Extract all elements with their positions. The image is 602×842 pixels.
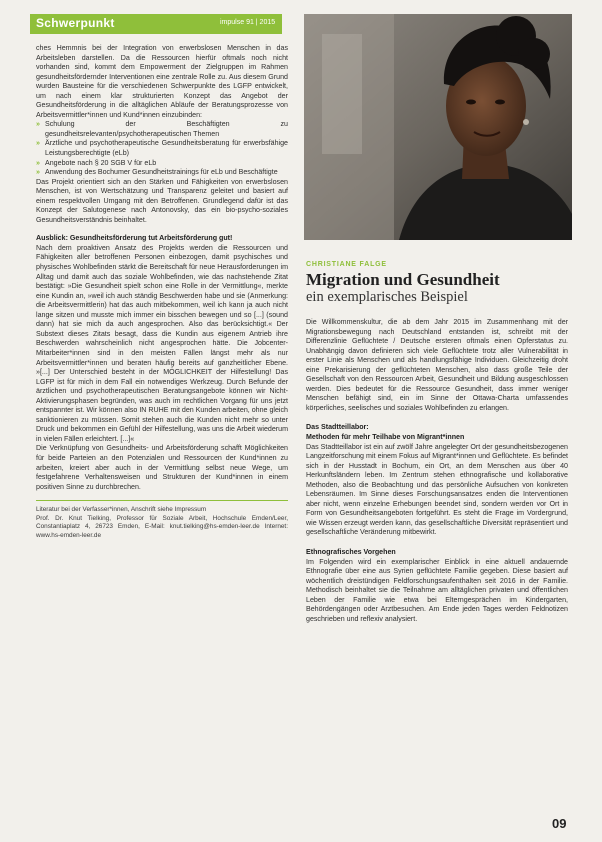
article-title: Migration und Gesundheit bbox=[306, 270, 500, 289]
left-paragraph-4: Die Verknüpfung von Gesundheits- und Arbeitsförderung schafft Möglichkeiten für beide Parteien an den Potenzialen und Ressourcen der Kund*innen zu arbeiten, kreiert aber auch in der Vermittlung selbst neue Wege, um festgefahrene Verhaltensweisen und Strukturen der Kund*innen in einem positiven Sinne zu durchbrechen. bbox=[36, 444, 288, 491]
literature-note: Literatur bei der Verfasser*innen, Anschrift siehe Impressum bbox=[36, 506, 207, 514]
bullet-item: » Schulung der Beschäftigten zu gesundheitsrelevanten/psychotherapeutischen Themen bbox=[36, 120, 288, 139]
bullet-item: » Angebote nach § 20 SGB V für eLb bbox=[36, 159, 288, 169]
right-column bbox=[306, 318, 568, 624]
issue-label: impulse 91 | 2015 bbox=[220, 19, 276, 26]
article-subheading-2: Ethnografisches Vorgehen bbox=[306, 548, 396, 557]
page-number: 09 bbox=[552, 816, 567, 831]
author-kicker: CHRISTIANE FALGE bbox=[306, 261, 387, 268]
article-subtitle: ein exemplarisches Beispiel bbox=[306, 289, 468, 305]
bullet-item: » Anwendung des Bochumer Gesundheitstrainings für eLb und Beschäftigte bbox=[36, 168, 288, 178]
left-subheading: Ausblick: Gesundheitsförderung tut Arbeitsförderung gut! bbox=[36, 234, 233, 243]
article-subheading-1: Das Stadtteillabor: bbox=[306, 423, 369, 432]
author-contact: Prof. Dr. Knut Tielking, Professor für Soziale Arbeit, Hochschule Emden/Leer, Constantiaplatz 4, 26723 Emden, E-Mail: knut.tielking@hs-emden-leer.de Internet: www.hs-emden-leer.de bbox=[36, 514, 288, 539]
left-column bbox=[36, 44, 288, 541]
section-label: Schwerpunkt bbox=[36, 16, 115, 30]
bullet-list bbox=[36, 120, 288, 177]
footer-divider bbox=[36, 500, 288, 501]
article-subheading-1b: Methoden für mehr Teilhabe von Migrant*innen bbox=[306, 433, 465, 442]
left-paragraph-2: Das Projekt orientiert sich an den Stärken und Fähigkeiten von erwerbslosen Menschen, ist von Wertschätzung und Transparenz geleitet und basiert auf einem respektvollen Umgang mit den Betroffenen. Grundlegend dafür ist das Konzept der Salutogenese nach Antonovsky, das ein bio-psycho-soziales Gesundheitsverständnis beinhaltet. bbox=[36, 177, 288, 224]
article-photo bbox=[304, 14, 572, 240]
article-paragraph-2: Das Stadtteillabor ist ein auf zwölf Jahre angelegter Ort der gesundheitsbezogenen Langzeitforschung mit einem Fokus auf Migrant*innen und Geflüchtete. Es befindet sich in der Husstadt in Bochum, ein Ort, an dem Menschen aus über 40 Herkunftsländern leben. Im Zentrum stehen ethnografische und kollaborative Methoden, also die Beobachtung und das persönliche Aufsuchen von konkreten Lebensräumen. Im Sinne dieses Forschungsansatzes enden die Interventionen aber nicht, wenn einzelne Erhebungen beendet sind, sondern werden vor Ort in Form von Gesundheitsangeboten fortgeführt. Es steht die Frage im Vordergrund, wie Wissen erzeugt werden kann, das gesellschaftliche Diversität repräsentiert und gesellschaftliche Veränderung mitbewirkt. bbox=[306, 442, 568, 537]
article-paragraph-3: Im Folgenden wird ein exemplarischer Einblick in eine aktuell andauernde Ethnografie über eine aus Syrien geflüchtete Familie gegeben. Diese basiert auf wöchentlich dreistündigen Feldforschungsaufenthalten seit 2016 in der Familie. Methodisch beinhaltet sie die Teilnahme am alltäglichen privaten und öffentlichen Leben der Familie wie etwa bei Elterngesprächen im Kindergarten, Behördengängen oder Arztbesuchen. Am Ende jeden Tages werden Feldnotizen geschrieben und reflexiv analysiert. bbox=[306, 557, 568, 623]
left-intro-paragraph: ches Hemmnis bei der Integration von erwerbslosen Menschen in das Arbeitsleben darstellen. Da die Ressourcen hierfür oftmals noch nicht vorhanden sind, kommt dem Empowerment der Zielgruppen im Rahmen gesundheitsfördernder Interventionen eine zentrale Rolle zu. Aus diesem Grund wurden Bausteine für die verschiedenen Schwerpunkte des LGFP entwickelt, um nach einem klar strukturierten Konzept das Angebot der Gesundheitsförderung in die alltäglichen Abläufe der Beratungsprozesse von Arbeitsvermittler*innen und Kund*innen einzubinden: bbox=[36, 44, 288, 119]
woman-portrait-image bbox=[304, 14, 572, 240]
left-paragraph-3: Nach dem proaktiven Ansatz des Projekts werden die Ressourcen und Fähigkeiten aller betroffenen Personen einbezogen, damit psychisches und physisches Wohlbefinden stärkt die Bereitschaft für neue Herausforderungen im Alltag und damit auch das soziale Wohlbefinden, wie das nachstehende Zitat bestätigt: »Die Gesundheit spielt schon eine Rolle in der Vermittlung«, merkte eine Kundin an, »weil ich auch ständig Beschwerden habe und sie (Anmerkung: die Arbeitsvermittlerin) hat das auch mitbekommen, weil ich kann ja auch nicht lange sitzen und musste mich immer ein bisschen bewegen und so [...] (sound dann) hat sie mich da auch angesprochen. Also das berücksichtigt.« Der Substext dieses Zitats besagt, dass die Kundin aus eigenem Antrieb ihre Beschwerden wahrscheinlich nicht angesprochen hätte. Die Jobcenter-Mitarbeiter*innen sind in den meisten Fällen längst mehr als nur Arbeitsvermittler*innen und beraten häufig bereits auf ganzheitlicher Ebene. »[...] Der Unterschied besteht in der MÖGLICHKEIT der Hilfestellung! Das LGFP ist für mich in dem Fall ein notwendiges Werkzeug. Durch Befunde der ärztlichen und psychotherapeutischen Beratungsangebote können wir Nicht-Aktivierungsphasen begründen, was auch im rechtlichen Vorgang für uns jetzt entspannter ist. Wir können also IN RUHE mit den Kunden arbeiten, ohne gleich sanktionieren zu müssen. Somit stehen auch die Kunden nicht mehr so unter Druck und bekommen ein Gefühl der Hilfestellung, was uns die Arbeit wiederum in vielen Fällen erleichtert. [...]« bbox=[36, 243, 288, 443]
article-intro-paragraph: Die Willkommenskultur, die ab dem Jahr 2015 im Zusammenhang mit der Migrationsbewegung nach Deutschland entstanden ist, schreibt mit der Differenzlinie Geflüchtete / Deutsche ersteren oftmals einen Opferstatus zu. Unabhängig davon definieren sich viele Geflüchtete trotz aller Vulnerabilität in erster Linie als Menschen und als handlungsfähige Individuen. Gleichzeitig droht eine Prekarisierung der geflüchteten Menschen, also dass große Teile der Gesellschaft von den Ressourcen Arbeit, Gesundheit und Bildung ausgeschlossen werden. Dies bedeutet für die Ressource Gesundheit, dass immer weniger Menschen befähigt sind, ein im Sinne der Ottawa-Charta umfassendes körperliches, seelisches und soziales Wohlbefinden zu erlangen. bbox=[306, 318, 568, 412]
bullet-item: » Ärztliche und psychotherapeutische Gesundheitsberatung für erwerbsfähige Leistungsberechtigte (eLb) bbox=[36, 139, 288, 158]
